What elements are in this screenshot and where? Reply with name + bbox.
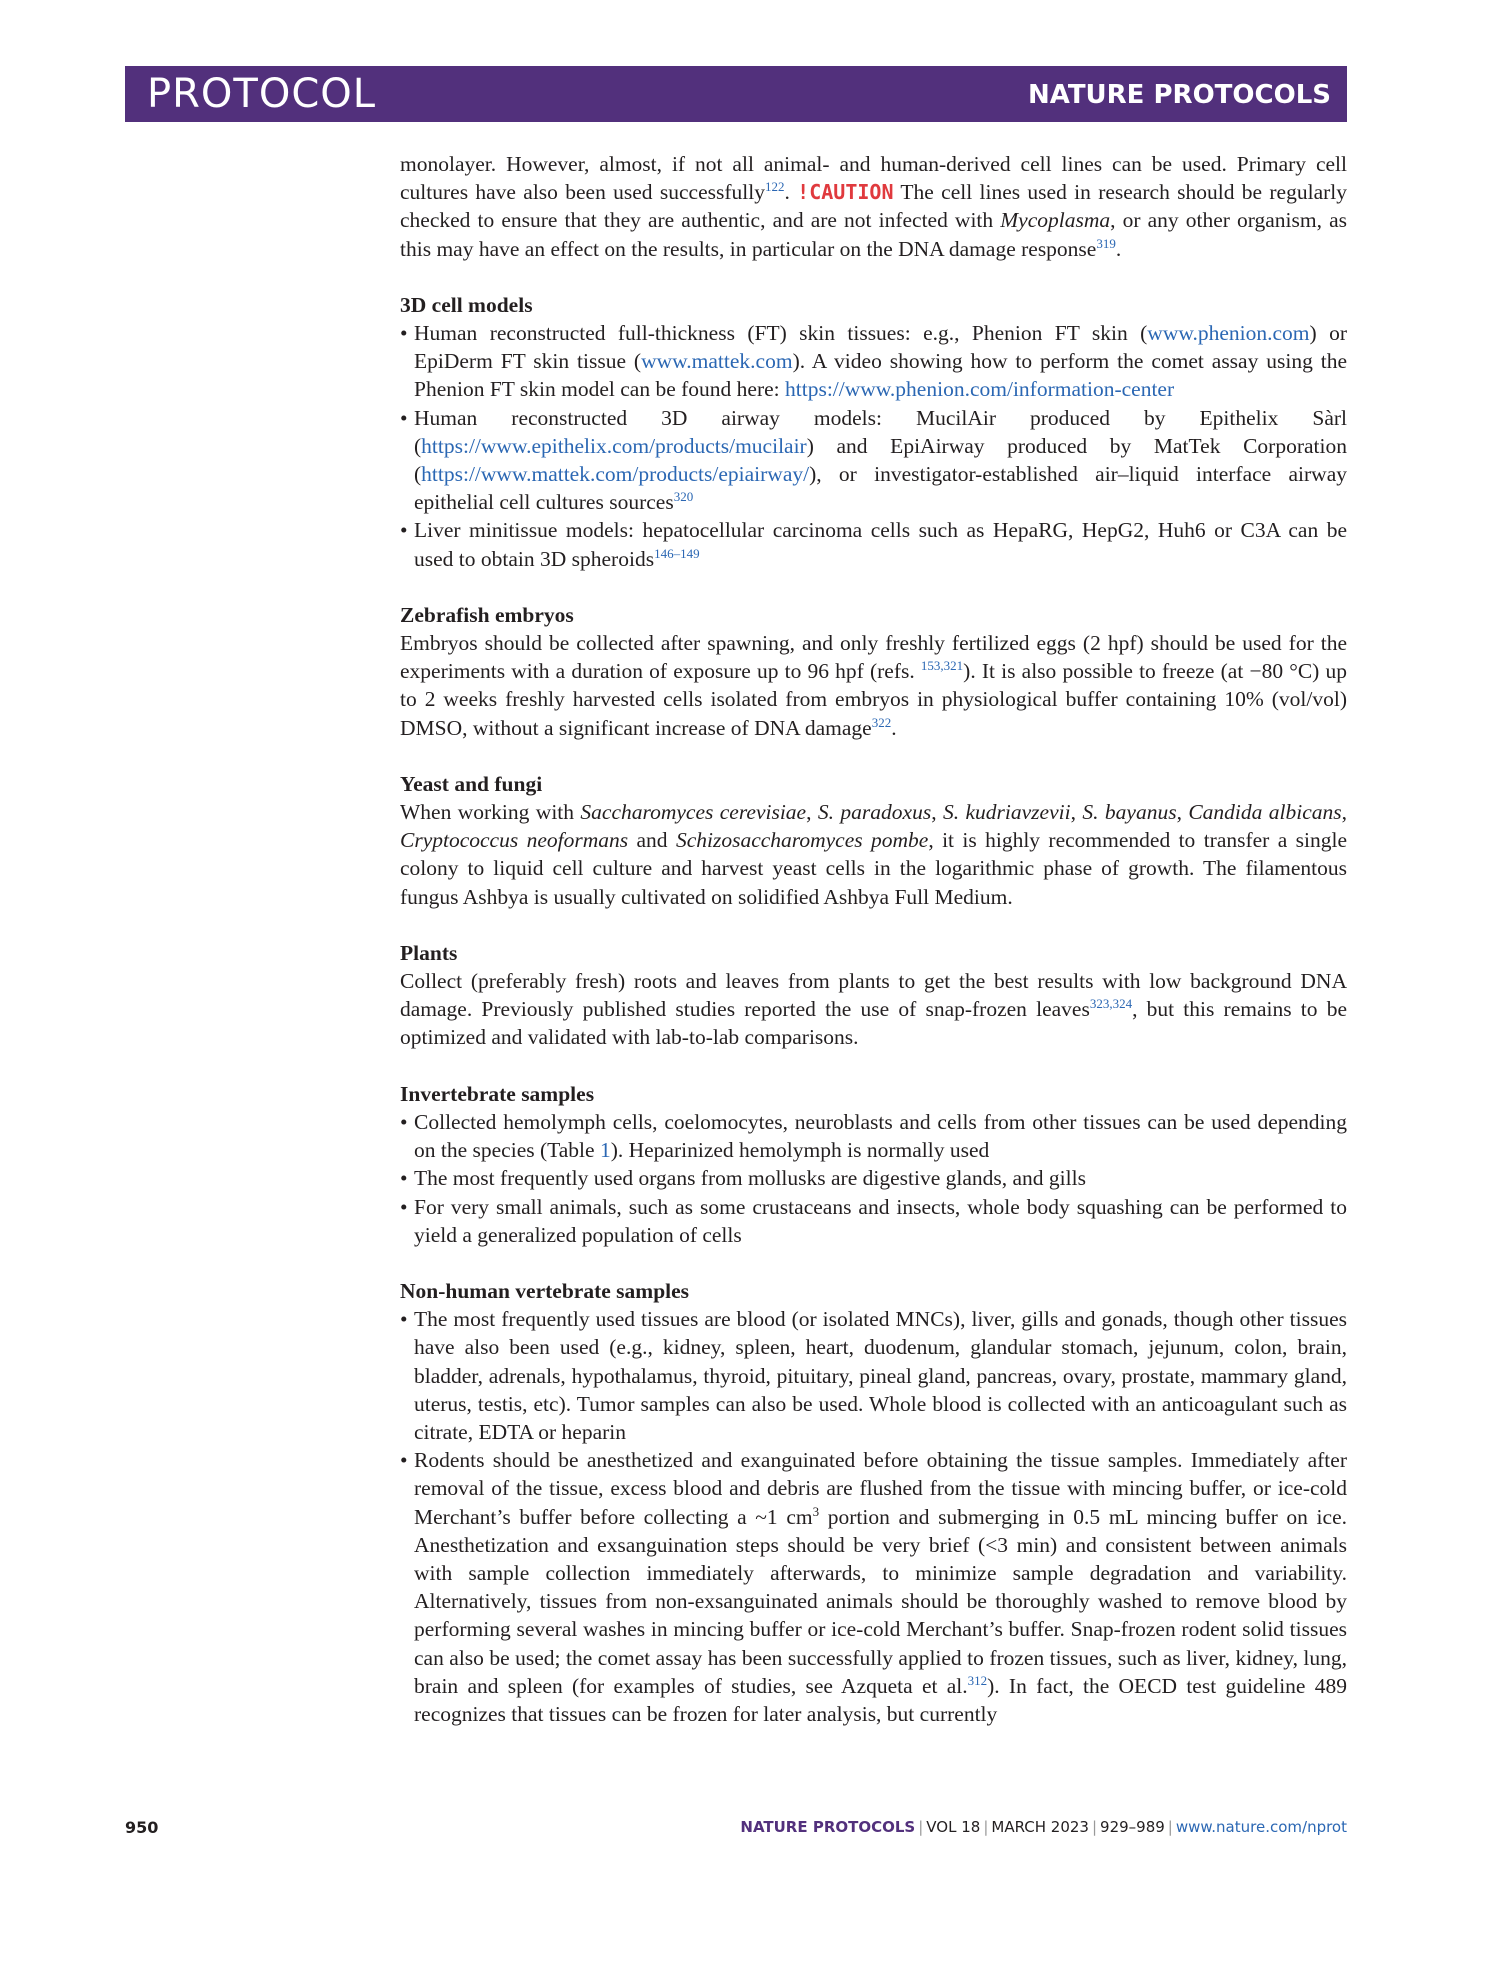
section-label: PROTOCOL (147, 71, 377, 117)
link[interactable]: www.mattek.com (641, 349, 793, 374)
footer-date: MARCH 2023 (991, 1818, 1089, 1836)
section-plants: Plants Collect (preferably fresh) roots and leaves from plants to get the best results with low background DNA damage. Previously published studies reported the use of snap-frozen leaves$^{323,324}$, but this remains to be optimized and validated with lab-to-lab comparisons. (400, 940, 1347, 1050)
reference[interactable]: 322 (871, 714, 892, 730)
section-zebrafish: Zebrafish embryos Embryos should be collected after spawning, and only freshly fertilized eggs (2 hpf) should be used for the experiments with a duration of exposure up to 96 hpf (refs. $^{153,321}$). It is also possible to freeze (at −80 °C) up to 2 weeks freshly harvested cells isolated from embryos in physiological buffer containing 10% (vol/vol) DMSO, without a significant increase of DNA damage$^{322}$. (400, 602, 1347, 740)
table-link[interactable]: 1 (599, 1138, 611, 1163)
list-item: • Human reconstructed full-thickness (FT) skin tissues: e.g., Phenion FT skin (www.phenion.com) or EpiDerm FT skin tissue (www.mattek.com). A video showing how to perform the comet assay using the Phenion FT skin model can be found here: https://www.phenion.com/information-center (400, 319, 1347, 404)
section-heading: Yeast and fungi (400, 771, 543, 796)
list-item: • Rodents should be anesthetized and exanguinated before obtaining the tissue samples. Immediately after removal of the tissue, excess blood and debris are flushed from the tissue with mincing buffer, or ice-cold Merchant’s buffer before collecting a ~1 $cm^3$ portion and submerging in 0.5 mL mincing buffer on ice. Anesthetization and exsanguination steps should be very brief (<3 min) and consistent between animals with sample collection immediately afterwards, to minimize sample degradation and variability. Alternatively, tissues from non-exsanguinated animals should be thoroughly washed to remove blood by performing several washes in mincing buffer or ice-cold Merchant’s buffer. Snap-frozen rodent solid tissues can also be used; the comet assay has been successfully applied to frozen tissues, such as liver, kidney, lung, brain and spleen (for examples of studies, see Azqueta et al.$^{312}$). In fact, the OECD test guideline 489 recognizes that tissues can be frozen for later analysis, but currently (400, 1446, 1347, 1728)
footer-citation: NATURE PROTOCOLS | VOL 18 | MARCH 2023 | 929–989 | www.nature.com/nprot (740, 1818, 1347, 1836)
footer-pages: 929–989 (1100, 1818, 1165, 1836)
section-heading: Zebrafish embryos (400, 602, 574, 627)
reference[interactable]: 319 (1096, 235, 1116, 251)
section-heading: Invertebrate samples (400, 1081, 595, 1106)
footer-volume: VOL 18 (926, 1818, 981, 1836)
journal-title: NATURE PROTOCOLS (1027, 80, 1331, 110)
footer-journal: NATURE PROTOCOLS (740, 1818, 916, 1836)
section-heading: Plants (400, 940, 458, 965)
section-vertebrate (400, 1277, 1347, 1728)
list-item: • Liver minitissue models: hepatocellular carcinoma cells such as HepaRG, HepG2, Huh6 or C3A can be used to obtain 3D spheroids$^{146-149}$ (400, 516, 1347, 572)
list-item: • For very small animals, such as some crustaceans and insects, whole body squashing can be performed to yield a generalized population of cells (400, 1193, 1347, 1249)
link[interactable]: https://www.mattek.com/products/epiairway/ (421, 462, 810, 487)
main-content (400, 150, 1347, 1728)
section-invertebrate (400, 1080, 1347, 1249)
link[interactable]: www.phenion.com (1147, 321, 1310, 346)
caution-label: !CAUTION (797, 180, 894, 205)
list-item: • Human reconstructed 3D airway models: MucilAir produced by Epithelix Sàrl (https://www.epithelix.com/products/mucilair) and EpiAirway produced by MatTek Corporation (https://www.mattek.com/products/epiairway/), or investigator-established air–liquid interface airway epithelial cell cultures sources$^{320}$ (400, 404, 1347, 517)
page-header (125, 66, 1347, 122)
intro-paragraph: monolayer. However, almost, if not all animal- and human-derived cell lines can be used. Primary cell cultures have also been used successfully$^{122}$. !CAUTION The cell lines used in research should be regularly checked to ensure that they are authentic, and are not infected with Mycoplasma, or any other organism, as this may have an effect on the results, in particular on the DNA damage response$^{319}$. (400, 152, 1348, 261)
reference[interactable]: 146–149 (654, 545, 700, 561)
reference[interactable]: 320 (673, 489, 694, 505)
reference[interactable]: 122 (764, 179, 785, 195)
list-item: • Collected hemolymph cells, coelomocytes, neuroblasts and cells from other tissues can be used depending on the species (Table 1). Heparinized hemolymph is normally used (400, 1108, 1347, 1164)
page-number: 950 (125, 1818, 159, 1837)
link[interactable]: https://www.epithelix.com/products/mucilair (421, 433, 807, 458)
footer-url[interactable]: www.nature.com/nprot (1175, 1818, 1347, 1836)
list-item: • The most frequently used tissues are blood (or isolated MNCs), liver, gills and gonads, though other tissues have also been used (e.g., kidney, spleen, heart, duodenum, glandular stomach, jejunum, colon, brain, bladder, adrenals, hypothalamus, thyroid, pituitary, pineal gland, pancreas, ovary, prostate, mammary gland, uterus, testis, etc). Tumor samples can also be used. Whole blood is collected with an anticoagulant such as citrate, EDTA or heparin (400, 1305, 1347, 1446)
section-3d-cell-models (400, 291, 1347, 573)
section-yeast: Yeast and fungi When working with Saccharomyces cerevisiae, S. paradoxus, S. kudriavzevii, S. bayanus, Candida albicans, Cryptococcus neoformans and Schizosaccharomyces pombe, it is highly recommended to transfer a single colony to liquid cell culture and harvest yeast cells in the logarithmic phase of growth. The filamentous fungus Ashbya is usually cultivated on solidified Ashbya Full Medium. (400, 771, 1348, 909)
reference[interactable]: 323,324 (1089, 996, 1133, 1012)
list-item: • The most frequently used organs from mollusks are digestive glands, and gills (400, 1164, 1347, 1192)
section-heading: Non-human vertebrate samples (400, 1278, 690, 1303)
reference[interactable]: 153,321 (920, 658, 964, 674)
link[interactable]: https://www.phenion.com/information-center (785, 377, 1175, 402)
section-heading: 3D cell models (400, 292, 533, 317)
reference[interactable]: 312 (967, 1672, 988, 1688)
